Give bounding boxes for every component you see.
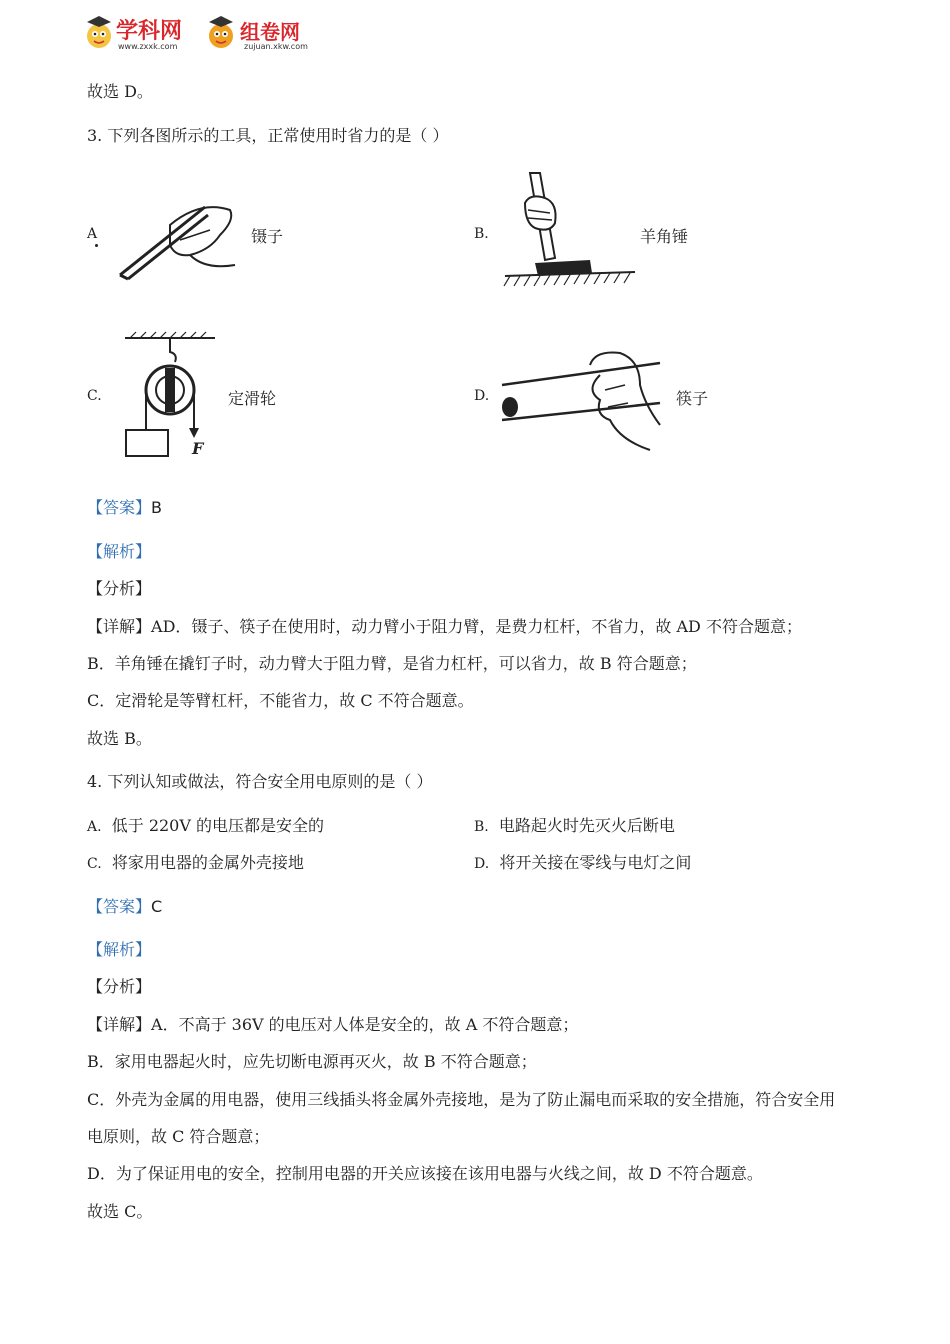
q4-detail-line-3: 电原则，故 C 符合题意；	[87, 1127, 270, 1146]
q3-option-b-letter: B.	[474, 226, 489, 242]
dot	[95, 244, 98, 247]
q4-option-c-text: 将家用电器的金属外壳接地	[111, 853, 304, 872]
q4-detail-tag: 【详解】	[87, 1015, 152, 1034]
svg-text:F: F	[192, 439, 204, 458]
q3-detail-line-3: 故选 B。	[87, 729, 152, 748]
q3-jiexi-tag: 【解析】	[87, 542, 152, 561]
q3-answer-tag: 【答案】	[87, 498, 152, 517]
q3-detail-line-2: C．定滑轮是等臂杠杆，不能省力，故 C 不符合题意。	[87, 691, 474, 710]
q4-option-a-text: 低于 220V 的电压都是安全的	[111, 816, 325, 835]
q4-detail-line-5: 故选 C。	[87, 1202, 153, 1221]
q3-option-b-name: 羊角锤	[640, 227, 689, 246]
logo2-mascot-icon	[206, 14, 236, 52]
q4-option-b	[474, 815, 675, 838]
q4-option-c	[87, 852, 304, 875]
q4-detail-line-0	[87, 1014, 578, 1036]
q3-option-c-letter: C.	[87, 388, 102, 404]
claw-hammer-icon	[500, 168, 640, 298]
q4-option-d-letter: D.	[474, 856, 490, 872]
logo2-text: 组卷网	[240, 20, 300, 44]
q4-detail-text-0: A．不高于 36V 的电压对人体是安全的，故 A 不符合题意；	[151, 1015, 579, 1034]
logo2-sub: zujuan.xkw.com	[244, 42, 308, 51]
q3-fenxi-tag: 【分析】	[87, 579, 152, 598]
q4-fenxi-tag: 【分析】	[87, 977, 152, 996]
q3-detail-tag: 【详解】	[87, 617, 152, 636]
q3-detail-line-0	[87, 616, 802, 638]
chopsticks-icon	[500, 345, 670, 455]
q3-option-c-name: 定滑轮	[228, 389, 277, 408]
q4-question: 4. 下列认知或做法，符合安全用电原则的是（ ）	[87, 772, 433, 791]
q4-answer-tag: 【答案】	[87, 897, 152, 916]
q4-option-a-letter: A.	[87, 819, 102, 835]
q4-answer-line	[87, 896, 162, 918]
prev-conclusion: 故选 D。	[87, 82, 153, 101]
tweezers-icon	[110, 195, 240, 285]
q4-option-c-letter: C.	[87, 856, 102, 872]
logo1-url: www.zxxk.com	[118, 42, 178, 51]
q3-answer-line	[87, 497, 162, 519]
q4-detail-line-2: C．外壳为金属的用电器，使用三线插头将金属外壳接地，是为了防止漏电而采取的安全措施，符合安全用	[87, 1090, 836, 1109]
q4-jiexi-tag: 【解析】	[87, 940, 152, 959]
q4-detail-line-1: B．家用电器起火时，应先切断电源再灭火，故 B 不符合题意；	[87, 1052, 537, 1071]
q3-option-a-name: 镊子	[251, 227, 284, 246]
q4-option-d-text: 将开关接在零线与电灯之间	[499, 853, 692, 872]
logo-mascot-icon	[84, 14, 114, 52]
header-logos	[84, 12, 324, 56]
q4-detail-line-4: D．为了保证用电的安全，控制用电器的开关应该接在该用电器与火线之间，故 D 不符合题意。	[87, 1164, 763, 1183]
q3-option-a-letter: A	[87, 226, 98, 242]
q3-answer: B	[151, 498, 162, 517]
q3-question: 3. 下列各图所示的工具，正常使用时省力的是（ ）	[87, 126, 449, 145]
q3-detail-line-1: B．羊角锤在撬钉子时，动力臂大于阻力臂，是省力杠杆，可以省力，故 B 符合题意；	[87, 654, 697, 673]
q4-option-b-text: 电路起火时先灭火后断电	[498, 816, 675, 835]
q4-answer: C	[151, 897, 163, 916]
fixed-pulley-icon	[120, 330, 230, 460]
logo1-text: 学科网	[116, 19, 183, 44]
q4-option-a	[87, 815, 324, 838]
q4-option-d	[474, 852, 691, 875]
q3-option-d-name: 筷子	[676, 389, 709, 408]
q3-option-d-letter: D.	[474, 388, 490, 404]
q3-detail-text-0: AD．镊子、筷子在使用时，动力臂小于阻力臂，是费力杠杆，不省力，故 AD 不符合题意；	[151, 617, 802, 636]
q4-option-b-letter: B.	[474, 819, 489, 835]
